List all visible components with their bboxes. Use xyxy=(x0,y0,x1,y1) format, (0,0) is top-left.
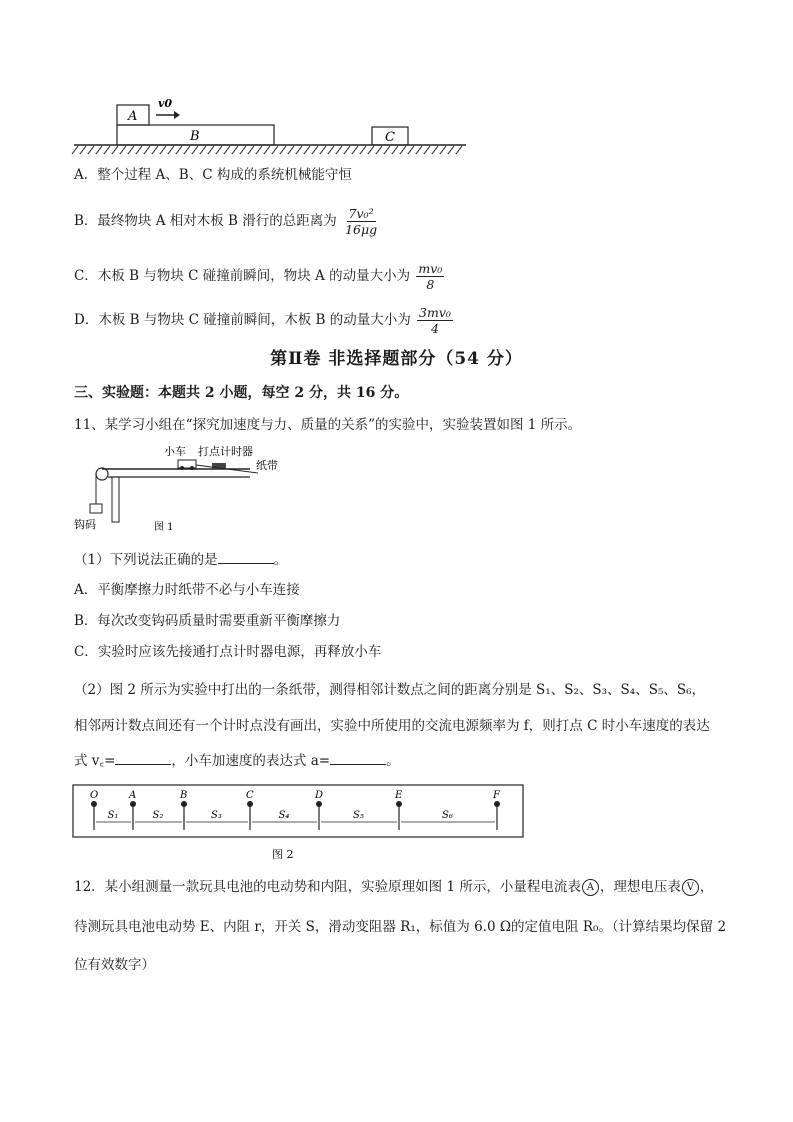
weight-label: 钩码 xyxy=(74,518,96,531)
q10-option-a: A．整个过程 A、B、C 构成的系统机械能守恒 xyxy=(74,167,352,183)
timer-label: 打点计时器 xyxy=(198,445,253,458)
voltmeter-symbol: V xyxy=(682,879,699,896)
q11-part2-line2: 相邻两计数点间还有一个计时点没有画出，实验中所使用的交流电源频率为 f，则打点 C 时小车速度的表达 xyxy=(74,718,710,734)
q11-option-c: C．实验时应该先接通打点计时器电源，再释放小车 xyxy=(74,644,382,660)
tape-segment-label: S₁ xyxy=(107,810,119,821)
vc-label: 式 v꜀= xyxy=(74,753,116,769)
fraction-denominator: 8 xyxy=(426,277,435,292)
velocity-arrowhead xyxy=(174,111,180,119)
fig2-caption: 图 2 xyxy=(272,848,294,861)
q10-option-c-text: C．木板 B 与物块 C 碰撞前瞬间，物块 A 的动量大小为 xyxy=(74,268,411,284)
tape-point-label: A xyxy=(129,790,137,801)
tape-segment-label: S₂ xyxy=(152,810,164,821)
fraction-denominator: 16μg xyxy=(345,222,378,237)
fraction-numerator: mv₀ xyxy=(418,261,443,276)
q11-option-b: B．每次改变钩码质量时需要重新平衡摩擦力 xyxy=(74,613,341,629)
tape-label: 纸带 xyxy=(256,459,278,472)
q12-line2: 待测玩具电池电动势 E、内阻 r，开关 S，滑动变阻器 R₁，标值为 6.0 Ω的定值电阻 R₀。（计算结果均保留 2 xyxy=(74,919,727,935)
pulley xyxy=(96,468,108,480)
q11-part2-line3 xyxy=(74,752,400,770)
ammeter-symbol: A xyxy=(582,879,599,896)
tape-frame xyxy=(73,785,523,837)
q10-option-d-text: D．木板 B 与物块 C 碰撞前瞬间，木板 B 的动量大小为 xyxy=(74,312,411,328)
q10-option-c xyxy=(74,261,444,292)
fraction-numerator: 7v₀² xyxy=(348,206,374,221)
tape-point-label: E xyxy=(395,790,403,801)
block-c-label: C xyxy=(385,130,395,145)
velocity-label: v0 xyxy=(158,97,173,110)
q12-line1-end: ， xyxy=(699,879,714,895)
table-leg xyxy=(112,477,119,522)
cart-label: 小车 xyxy=(164,445,186,458)
tape-point-label: F xyxy=(493,790,500,801)
q11-option-a: A．平衡摩擦力时纸带不必与小车连接 xyxy=(74,582,300,598)
q11-part1 xyxy=(74,551,287,569)
fig1-caption: 图 1 xyxy=(154,522,174,533)
apparatus-figure xyxy=(72,442,282,534)
section3-heading: 三、实验题：本题共 2 小题，每空 2 分，共 16 分。 xyxy=(74,385,409,401)
answer-blank[interactable] xyxy=(218,551,274,564)
answer-blank-accel[interactable] xyxy=(330,752,386,765)
q12-line1-text-b: ，理想电压表 xyxy=(599,879,681,895)
tape-figure xyxy=(72,784,526,864)
ground-hatching xyxy=(72,146,462,154)
answer-blank-vc[interactable] xyxy=(115,752,171,765)
q10-option-b-text: B．最终物块 A 相对木板 B 滑行的总距离为 xyxy=(74,213,337,229)
q10-option-d xyxy=(74,305,453,336)
board-b-label: B xyxy=(190,129,200,144)
tape-segment-label: S₄ xyxy=(278,810,290,821)
q11-part1-end: 。 xyxy=(273,552,288,568)
hanging-weight xyxy=(90,504,102,513)
q10-option-d-fraction xyxy=(417,305,453,336)
q11-part1-text: （1）下列说法正确的是 xyxy=(74,552,218,568)
fraction-numerator: 3mv₀ xyxy=(419,305,451,320)
tape-segment-label: S₆ xyxy=(442,810,453,821)
q10-option-c-fraction xyxy=(416,261,444,292)
q10-option-b-fraction xyxy=(343,206,379,237)
accel-label: ，小车加速度的表达式 a= xyxy=(171,753,331,769)
blocks-figure xyxy=(70,95,470,157)
cart-wheel xyxy=(180,466,184,470)
tape-point-label: C xyxy=(246,790,254,801)
tape-point-label: D xyxy=(315,790,324,801)
tape-point-label: O xyxy=(90,790,99,801)
tape-segment-label: S₅ xyxy=(353,810,364,821)
q10-option-b xyxy=(74,206,379,237)
tape-segment-label: S₃ xyxy=(211,810,222,821)
q12-line3: 位有效数字） xyxy=(74,957,155,973)
section-title: 第Ⅱ卷 非选择题部分（54 分） xyxy=(270,349,523,369)
line-end: 。 xyxy=(386,753,400,769)
q11-part2-line1: （2）图 2 所示为实验中打出的一条纸带，测得相邻计数点之间的距离分别是 S₁、S₂、S₃、S₄、S₅、S₆， xyxy=(74,682,706,698)
q12-line1-text: 12．某小组测量一款玩具电池的电动势和内阻，实验原理如图 1 所示，小量程电流表 xyxy=(74,879,581,895)
q12-line1 xyxy=(74,878,713,896)
q11-stem: 11、某学习小组在“探究加速度与力、质量的关系”的实验中，实验装置如图 1 所示。 xyxy=(74,417,582,433)
cart-wheel xyxy=(190,466,194,470)
fraction-denominator: 4 xyxy=(431,321,439,336)
tape-point-label: B xyxy=(180,790,188,801)
block-a-label: A xyxy=(128,109,138,124)
